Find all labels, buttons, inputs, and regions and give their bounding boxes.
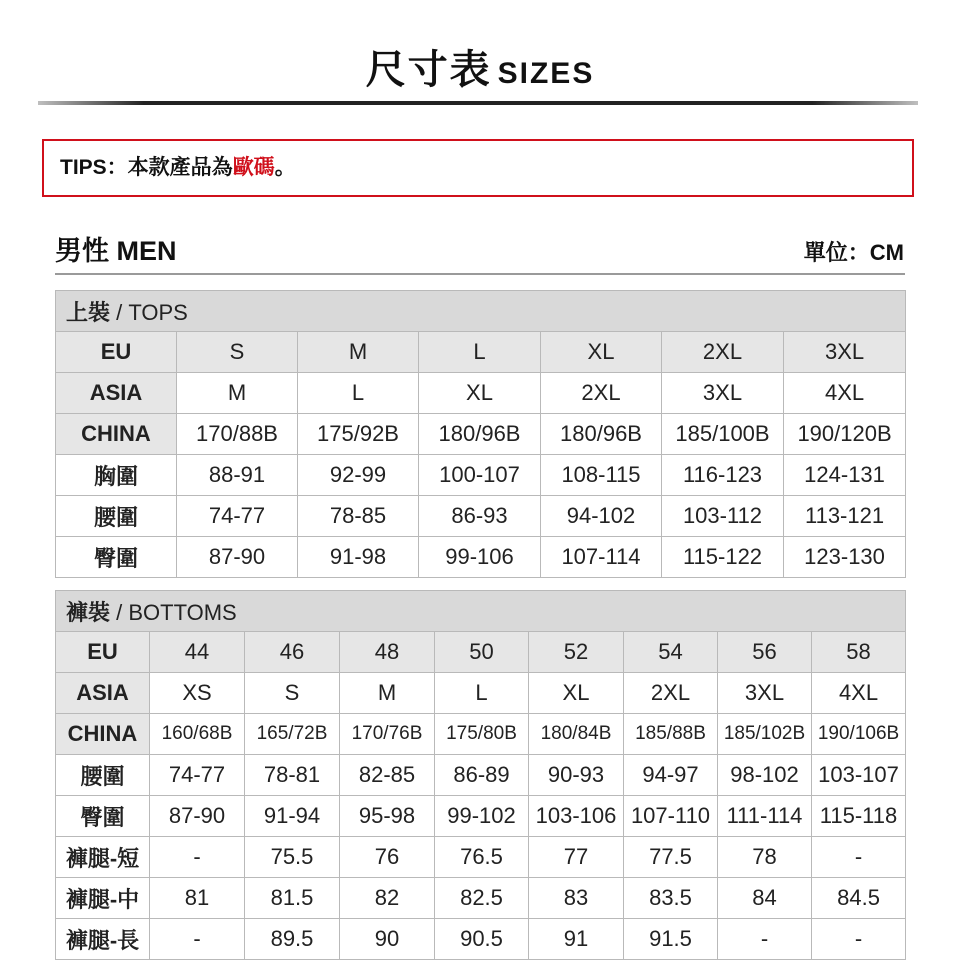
row-label: 臀圍 [56,537,177,578]
table-cell: S [177,332,298,373]
table-row [56,878,906,919]
table-row [56,373,906,414]
table-cell: - [150,919,245,960]
table-cell: 103-107 [812,755,906,796]
table-cell: 77.5 [624,837,718,878]
tops-size-table [55,290,906,578]
row-label: EU [56,632,150,673]
table-cell: 82 [340,878,435,919]
table-cell: 50 [435,632,529,673]
table-cell: 3XL [662,373,784,414]
table-cell: 185/100B [662,414,784,455]
table-cell: 94-97 [624,755,718,796]
table-cell: 180/96B [419,414,541,455]
table-cell: 115-122 [662,537,784,578]
table-cell: 86-93 [419,496,541,537]
table-cell: 116-123 [662,455,784,496]
table-row [56,414,906,455]
table-cell: 180/84B [529,714,624,755]
table-cell: 98-102 [718,755,812,796]
table-cell: M [340,673,435,714]
table-cell: 90.5 [435,919,529,960]
table-cell: 2XL [541,373,662,414]
table-cell: 175/80B [435,714,529,755]
table-cell: XL [529,673,624,714]
bottoms-title-en: / BOTTOMS [110,599,237,625]
tips-prefix: TIPS：本款產品為 [60,156,233,179]
table-row [56,755,906,796]
table-row [56,537,906,578]
table-cell: 87-90 [150,796,245,837]
tips-suffix: 。 [274,156,296,179]
table-cell: 180/96B [541,414,662,455]
table-cell: 44 [150,632,245,673]
table-cell: XS [150,673,245,714]
table-cell: 48 [340,632,435,673]
table-cell: 2XL [624,673,718,714]
tops-table-title [56,291,906,332]
table-cell: 99-106 [419,537,541,578]
table-cell: 90-93 [529,755,624,796]
row-label: 腰圍 [56,496,177,537]
tips-highlight: 歐碼 [232,156,275,179]
bottoms-size-table [55,590,906,960]
table-row [56,673,906,714]
table-cell: 113-121 [784,496,906,537]
bottoms-title-row [56,591,906,632]
row-label: 褲腿-長 [56,919,150,960]
table-cell: 170/88B [177,414,298,455]
tops-title-row [56,291,906,332]
table-cell: 83 [529,878,624,919]
table-cell: - [718,919,812,960]
tops-title-en: / TOPS [110,299,188,325]
table-cell: 81 [150,878,245,919]
table-cell: 108-115 [541,455,662,496]
table-cell: 185/102B [718,714,812,755]
table-row [56,919,906,960]
row-label: 褲腿-中 [56,878,150,919]
table-cell: 175/92B [298,414,419,455]
table-cell: 76.5 [435,837,529,878]
table-cell: 82-85 [340,755,435,796]
table-cell: 185/88B [624,714,718,755]
table-cell: XL [419,373,541,414]
row-label: 臀圍 [56,796,150,837]
row-label: 褲腿-短 [56,837,150,878]
title-divider [38,101,918,105]
table-cell: 94-102 [541,496,662,537]
table-cell: 56 [718,632,812,673]
table-cell: 4XL [812,673,906,714]
table-cell: 190/106B [812,714,906,755]
table-row [56,455,906,496]
table-cell: L [298,373,419,414]
table-cell: 3XL [718,673,812,714]
table-cell: 92-99 [298,455,419,496]
table-cell: 52 [529,632,624,673]
table-cell: 84.5 [812,878,906,919]
table-cell: 91 [529,919,624,960]
table-cell: S [245,673,340,714]
page-title [366,40,595,104]
tips-box [42,139,914,197]
table-cell: 190/120B [784,414,906,455]
table-row [56,714,906,755]
table-cell: 81.5 [245,878,340,919]
page-header [0,40,960,100]
table-cell: 74-77 [150,755,245,796]
table-cell: 111-114 [718,796,812,837]
table-cell: 91-94 [245,796,340,837]
table-row [56,496,906,537]
table-cell: - [812,837,906,878]
table-cell: 89.5 [245,919,340,960]
table-cell: - [812,919,906,960]
table-cell: L [435,673,529,714]
table-cell: M [177,373,298,414]
table-cell: 84 [718,878,812,919]
tops-title-cn: 上裝 [66,299,111,325]
table-row [56,837,906,878]
table-cell: 78-81 [245,755,340,796]
table-cell: 165/72B [245,714,340,755]
table-cell: 82.5 [435,878,529,919]
table-cell: 78 [718,837,812,878]
table-cell: 100-107 [419,455,541,496]
table-cell: 103-112 [662,496,784,537]
table-cell: 160/68B [150,714,245,755]
table-row [56,332,906,373]
row-label: CHINA [56,414,177,455]
row-label: ASIA [56,673,150,714]
bottoms-title-cn: 褲裝 [66,599,111,625]
table-cell: 107-110 [624,796,718,837]
table-row [56,796,906,837]
table-cell: M [298,332,419,373]
table-cell: 115-118 [812,796,906,837]
table-cell: 91.5 [624,919,718,960]
table-cell: XL [541,332,662,373]
table-row [56,632,906,673]
table-cell: 3XL [784,332,906,373]
table-cell: 91-98 [298,537,419,578]
row-label: CHINA [56,714,150,755]
table-cell: 2XL [662,332,784,373]
title-cn: 尺寸表 [365,48,492,92]
table-cell: 88-91 [177,455,298,496]
table-cell: 103-106 [529,796,624,837]
section-title: 男性 MEN [55,236,177,266]
bottoms-table-title [56,591,906,632]
table-cell: - [150,837,245,878]
table-cell: 78-85 [298,496,419,537]
table-cell: 54 [624,632,718,673]
table-cell: L [419,332,541,373]
row-label: EU [56,332,177,373]
table-cell: 58 [812,632,906,673]
table-cell: 83.5 [624,878,718,919]
table-cell: 95-98 [340,796,435,837]
table-cell: 107-114 [541,537,662,578]
row-label: 胸圍 [56,455,177,496]
table-cell: 76 [340,837,435,878]
table-cell: 74-77 [177,496,298,537]
table-cell: 123-130 [784,537,906,578]
table-cell: 90 [340,919,435,960]
table-cell: 87-90 [177,537,298,578]
table-cell: 46 [245,632,340,673]
table-cell: 77 [529,837,624,878]
table-cell: 170/76B [340,714,435,755]
section-divider [55,273,905,275]
row-label: 腰圍 [56,755,150,796]
title-en: SIZES [497,57,595,90]
table-cell: 99-102 [435,796,529,837]
table-cell: 4XL [784,373,906,414]
table-cell: 75.5 [245,837,340,878]
table-cell: 124-131 [784,455,906,496]
unit-label: 單位：CM [803,240,904,265]
table-cell: 86-89 [435,755,529,796]
row-label: ASIA [56,373,177,414]
